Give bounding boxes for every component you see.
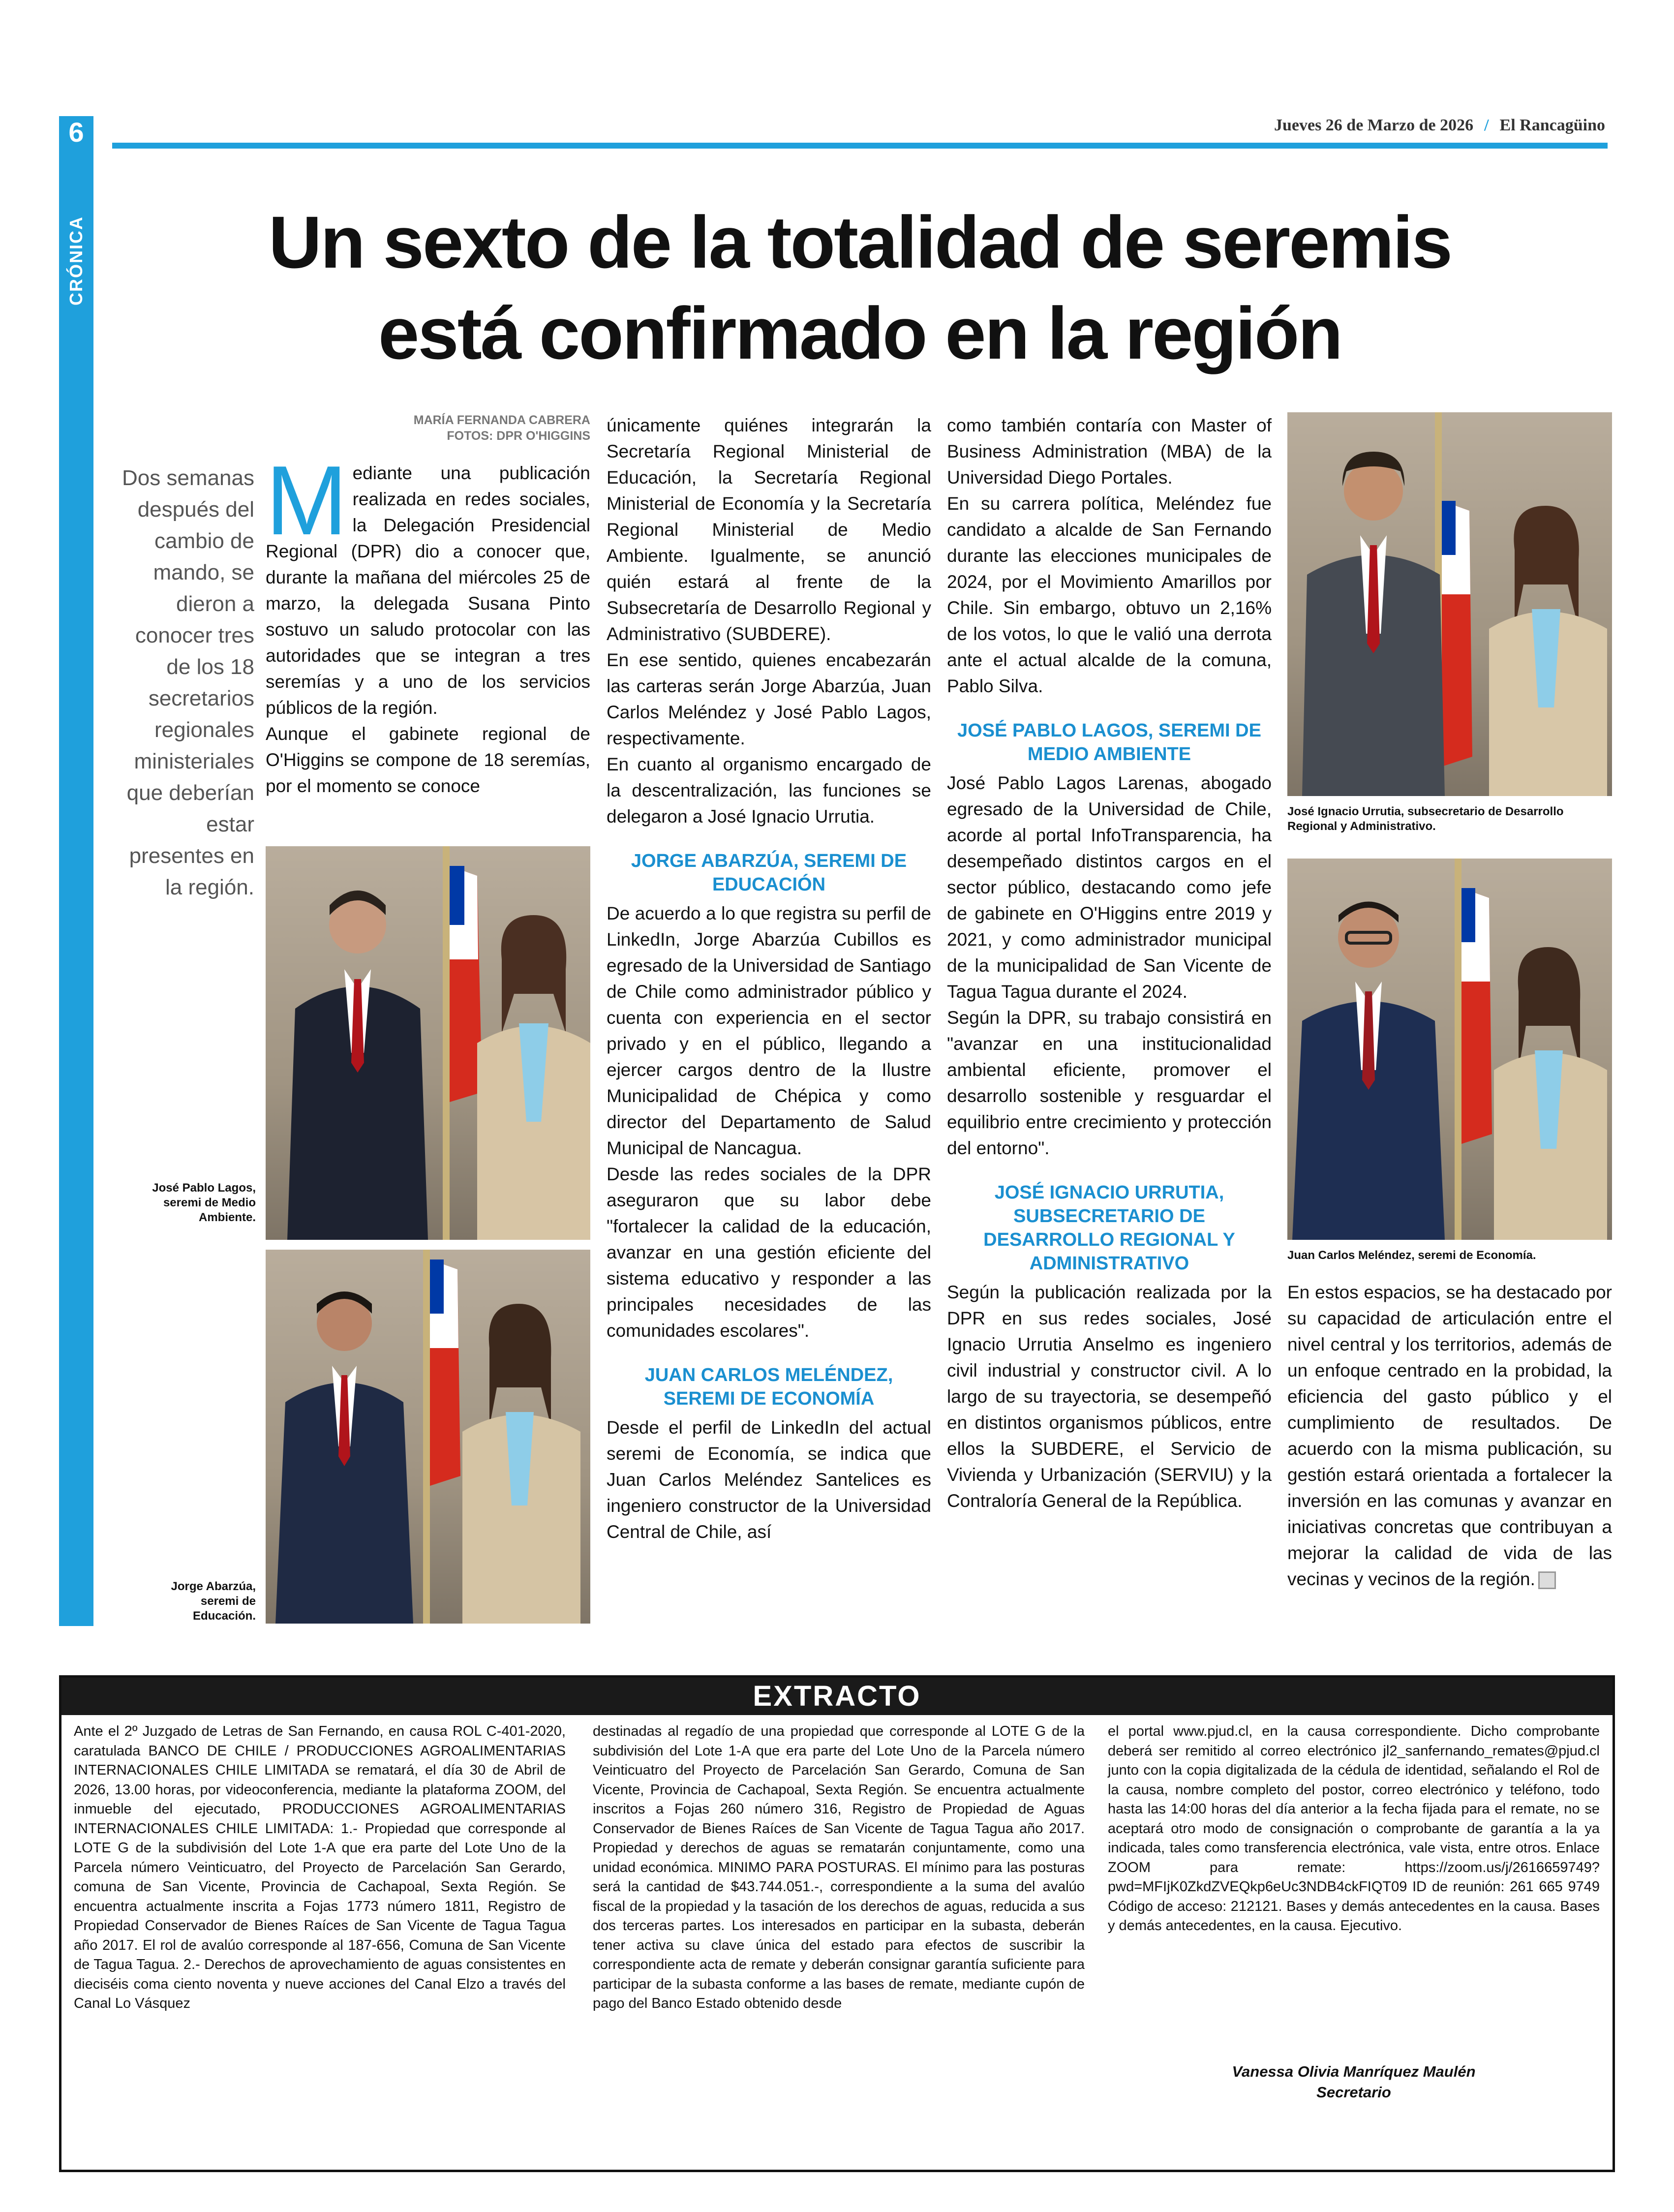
end-of-article-icon [1538,1571,1556,1589]
column-2-paragraph-1: únicamente quiénes integrarán la Secretaría Regional Ministerial de Educación, la Secretaría Regional Ministerial de Economía y la Secretaría Regional Ministerial de Medio Ambiente. Igualmente, se anunció quién estará al frente de la Subsecretaría de Desarrollo Regional y Administrativo (SUBDERE). [607,415,931,644]
column-3 [947,412,1272,1514]
page-number: 6 [59,116,93,148]
header-rule [112,143,1608,149]
signer-name: Vanessa Olivia Manríquez Maulén [1232,2063,1476,2080]
column-3-paragraph-1: como también contaría con Master of Business Administration (MBA) de la Universidad Diego Portales. [947,415,1272,488]
column-1-paragraph-1: ediante una publicación realizada en redes sociales, la Delegación Presidencial Regional (DPR) dio a conocer que, durante la mañana del miércoles 25 de marzo, la delegada Susana Pinto sostuvo un saludo protocolar con las autoridades que se integran a tres seremías y a uno de los servicios públicos de la región. [266,463,590,718]
extracto-heading: EXTRACTO [61,1678,1613,1715]
caption-urrutia: José Ignacio Urrutia, subsecretario de Desarrollo Regional y Administrativo. [1287,805,1564,833]
caption-lagos: José Pablo Lagos, seremi de Medio Ambiente. [152,1181,256,1224]
column-2-paragraph-2: En ese sentido, quienes encabezarán las carteras serán Jorge Abarzúa, Juan Carlos Meléndez y José Pablo Lagos, respectivamente. [607,650,931,748]
subhead-urrutia: JOSÉ IGNACIO URRUTIA, SUBSECRETARIO DE DESARROLLO REGIONAL Y ADMINISTRATIVO [983,1182,1235,1274]
column-3-paragraph-4: Según la DPR, su trabajo consistirá en "avanzar en una institucionalidad ambiental eficiente, promover el desarrollo sostenible y resguardar el equilibrio entre crecimiento y protección del entorno". [947,1008,1272,1158]
subhead-lagos: JOSÉ PABLO LAGOS, SEREMI DE MEDIO AMBIENTE [957,720,1261,765]
article-lead: Dos semanas después del cambio de mando, se dieron a conocer tres de los 18 secretarios regionales ministeriales que deberían estar presentes en la región. [122,466,254,899]
subhead-abarzua: JORGE ABARZÚA, SEREMI DE EDUCACIÓN [631,851,907,895]
column-2-paragraph-3: En cuanto al organismo encargado de la descentralización, las funciones se delegaron a José Ignacio Urrutia. [607,754,931,827]
issue-header [1274,116,1605,135]
headline-line-1: Un sexto de la totalidad de seremis [268,201,1452,283]
photo-abarzua [266,1250,590,1624]
extracto-column-1: Ante el 2º Juzgado de Letras de San Fernando, en causa ROL C-401-2020, caratulada BANCO DE CHILE / PRODUCCIONES AGROALIMENTARIAS INTERNACIONALES CHILE LIMITADA se rematará, el día 30 de Abril de 2026, 13.00 horas, por videoconferencia, mediante la plataforma ZOOM, del inmueble del ejecutado, PRODUCCIONES AGROALIMENTARIAS INTERNACIONALES CHILE LIMITADA: 1.- Propiedad que corresponde al LOTE G de la subdivisión del Lote 1-A que era parte del Lote Uno de la Parcela número Veinticuatro, del Proyecto de Parcelación San Gerardo, comuna de San Vicente, Provincia de Cachapoal, Sexta Región. Se encuentra actualmente inscrita a Fojas 1773 número 1811, Registro de Propiedad Conservador de Bienes Raíces de San Vicente de Tagua Tagua año 2017. El rol de avalúo corresponde al 187-656, Comuna de San Vicente de Tagua Tagua. 2.- Derechos de aprovechamiento de aguas consistentes en dieciséis coma ciento noventa y nueve acciones del Canal Elzo a través del Canal Lo Vásquez [74,1723,566,2011]
column-1-paragraph-2: Aunque el gabinete regional de O'Higgins se compone de 18 seremías, por el momento se conoce [266,724,590,796]
byline-author: MARÍA FERNANDA CABRERA [413,413,590,427]
dropcap: M [266,446,348,555]
column-3-paragraph-2: En su carrera política, Meléndez fue candidato a alcalde de San Fernando durante las elecciones municipales de 2024, por el Movimiento Amarillos por Chile. Sin embargo, obtuvo un 2,16% de los votos, lo que le valió una derrota ante el actual alcalde de la comuna, Pablo Silva. [947,493,1272,696]
column-2-paragraph-6: Desde el perfil de LinkedIn del actual seremi de Economía, se indica que Juan Carlos Meléndez Santelices es ingeniero constructor de la Universidad Central de Chile, así [607,1417,931,1542]
column-4-paragraph-1: En estos espacios, se ha destacado por su capacidad de articulación entre el nivel central y los territorios, además de un enfoque centrado en la probidad, la eficiencia del gasto público y el cumplimiento de resultados. De acuerdo con la misma publicación, su gestión estará orientada a fortalecer la inversión en las comunas y avanzar en iniciativas concretas que contribuyan a mejorar la calidad de vida de las vecinas y vecinos de la región. [1287,1282,1612,1589]
caption-melendez: Juan Carlos Meléndez, seremi de Economía. [1287,1249,1536,1262]
column-2 [607,412,931,1545]
byline-photos: FOTOS: DPR O'HIGGINS [447,429,590,443]
extracto-column-3: el portal www.pjud.cl, en la causa correspondiente. Dicho comprobante deberá ser remitido al correo electrónico jl2_sanfernando_remates@pjud.cl junto con la copia digitalizada de la cédula de identidad, señalando el Rol de la causa, nombre completo del postor, correo electrónico y teléfono, todo hasta las 14:00 horas del día anterior a la fecha fijada para el remate, no se aceptará otro modo de consignación o comprobante de garantía a la ya indicada, tales como transferencia electrónica, vale vista, entre otros. Enlace ZOOM para remate: https://zoom.us/j/2616659749?pwd=MFIjK0ZkdZVEQkp6eUc3NDB4ckFIQT09 ID de reunión: 261 665 9749 Código de acceso: 212121. Bases y demás antecedentes en la causa. Bases y demás antecedentes, en la causa. Ejecutivo. [1108,1723,1600,1934]
column-3-paragraph-5: Según la publicación realizada por la DPR en sus redes sociales, José Ignacio Urrutia Anselmo es ingeniero civil industrial y constructor civil. A lo largo de su trayectoria, se desempeñó en distintos organismos públicos, entre ellos la SUBDERE, el Servicio de Vivienda y Urbanización (SERVIU) y la Contraloría General de la República. [947,1282,1272,1511]
header-separator: / [1484,116,1489,134]
extracto-column-2: destinadas al regadío de una propiedad que corresponde al LOTE G de la subdivisión del Lote 1-A que era parte del Lote Uno de la Parcela número Veinticuatro del Proyecto de Parcelación San Gerardo, Comuna de San Vicente, Provincia de Cachapoal, Sexta Región. Se encuentra actualmente inscritos a Fojas 260 número 316, Registro de Propiedad de Aguas Conservador de Bienes Raíces de San Vicente de Tagua Tagua año 2017. Propiedad y derechos de aguas se rematarán conjuntamente, como una unidad económica. MINIMO PARA POSTURAS. El mínimo para las posturas será la cantidad de $43.744.051.-, correspondiente a la suma del avalúo fiscal de la propiedad y la tasación de los derechos de aguas, reducida a sus dos terceras partes. Los interesados en participar en la subasta, deberán tener activa su clave única del estado para efectos de suscribir la correspondiente acta de remate y deberán consignar garantía suficiente para participar de la subasta conforme a las bases de remate, mediante cupón de pago del Banco Estado obtenido desde [593,1723,1085,2011]
headline [112,197,1608,379]
photo-melendez [1287,859,1612,1240]
section-sidebar [59,148,93,1626]
byline [403,412,590,444]
subhead-melendez: JUAN CARLOS MELÉNDEZ, SEREMI DE ECONOMÍA [644,1365,893,1409]
column-1 [266,446,590,799]
photo-lagos [266,846,590,1240]
column-4 [1287,1279,1612,1592]
headline-line-2: está confirmado en la región [378,292,1342,374]
column-3-paragraph-3: José Pablo Lagos Larenas, abogado egresado de la Universidad de Chile, acorde al portal InfoTransparencia, ha desempeñado distintos cargos en el sector público, destacando como jefe de gabinete en O'Higgins entre 2019 y 2021, y como administrador municipal de la municipalidad de San Vicente de Tagua Tagua durante el 2024. [947,773,1272,1002]
column-2-paragraph-4: De acuerdo a lo que registra su perfil de LinkedIn, Jorge Abarzúa Cubillos es egresado de la Universidad de Santiago de Chile como administrador público y cuenta con experiencia en el sector privado y en el público, llegando a ejercer cargos dentro de la Ilustre Municipalidad de Chépica y como director del Departamento de Salud Municipal de Nancagua. [607,903,931,1158]
extracto-signature [1108,2061,1600,2103]
section-label: CRÓNICA [66,216,86,306]
column-2-paragraph-5: Desde las redes sociales de la DPR aseguraron que su labor debe "fortalecer la calidad de la educación, avanzar en una gestión eficiente del sistema educativo y responder a las principales necesidades de las comunidades escolares". [607,1164,931,1341]
photo-urrutia [1287,412,1612,796]
caption-abarzua: Jorge Abarzúa, seremi de Educación. [171,1580,256,1623]
signer-role: Secretario [1316,2084,1391,2101]
publication-name: El Rancagüino [1499,116,1605,134]
issue-date: Jueves 26 de Marzo de 2026 [1274,116,1474,134]
